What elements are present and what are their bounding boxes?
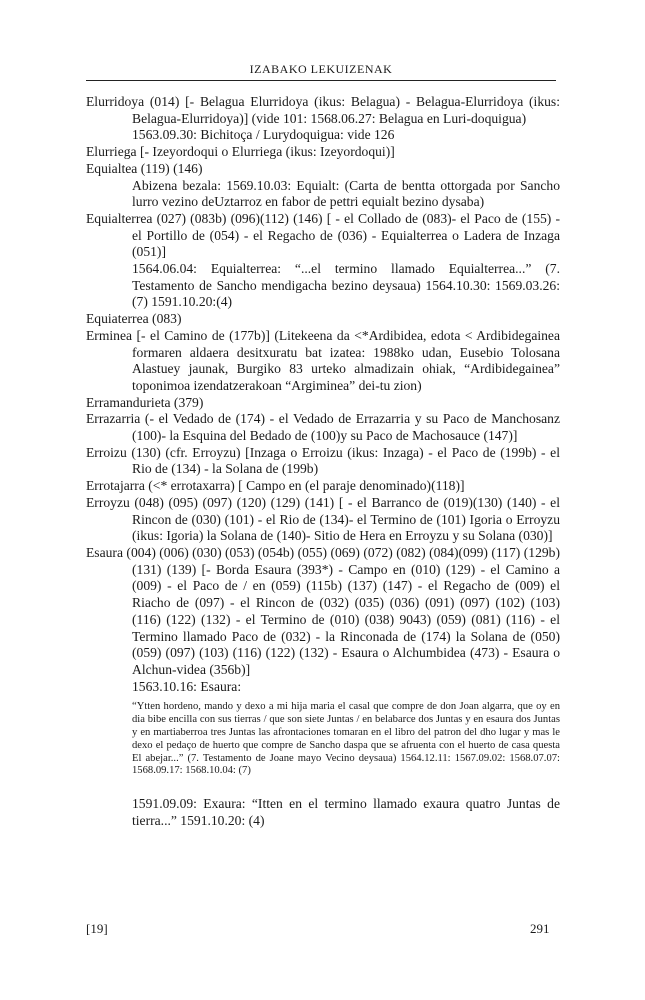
entry-esaura: Esaura (004) (006) (030) (053) (054b) (055) (069) (072) (082) (084)(099) (117) (129b) (131) (139) [- Borda Esaura (393*) - Campo en (010) (129) - el Camino a (009) - el Paco de / en (059) (115b) (137) (147) - el Regacho de (009) el Riacho de (097) - el Rincon de (032) (035) (036) (091) (097) (102) (103) (116) (122) (132) - el Termino de (010) (038) 9043) (059) (081) (116) - el Termino llamado Paco de (032) - la Rinconada de (174) la Solana de (050) (059) (097) (103) (116) (122) (132) - Esaura o Alchumbidea (473) - Esaura o Alchun-videa (356b)] bbox=[86, 544, 560, 677]
entry-erroizu: Erroizu (130) (cfr. Erroyzu) [Inzaga o Erroizu (ikus: Inzaga) - el Paco de (199b) - el Rio de (134) - la Solana de (199b) bbox=[86, 444, 560, 477]
subentry-exaura-citation: 1591.09.09: Exaura: “Itten en el termino llamado exaura quatro Juntas de tierra...” 1591.10.20: (4) bbox=[132, 796, 560, 828]
entry-elurriega: Elurriega [- Izeyordoqui o Elurriega (ikus: Izeyordoqui)] bbox=[86, 144, 395, 160]
entry-erminea: Erminea [- el Camino de (177b)] (Litekeena da <*Ardibidea, edota < Ardibidegainea formaren aldaera desitxuratu bat izatea: 1988ko udan, Eusebio Tolosana Alastuey jaunak, Burgiko 83 urteko almadizain ohiak, “Ardibidegainea” toponimoa izendatzerakoan “Argiminea” dei-tu zion) bbox=[86, 327, 560, 393]
entry-equialterrea: Equialterrea (027) (083b) (096)(112) (146) [ - el Collado de (083)- el Paco de (155) - el Portillo de (054) - el Regacho de (036) - Equialterrea o Ladera de Inzaga (051)] bbox=[86, 210, 560, 260]
subentry-esaura-citation: 1563.10.16: Esaura: bbox=[132, 678, 242, 694]
subentry-equialterrea-citation: 1564.06.04: Equialterrea: “...el termino llamado Equialterrea...” (7. Testamento de Sancho mendigacha bezino deysaua) 1564.10.30: 1569.03.26: (7) 1591.10.20:(4) bbox=[132, 261, 560, 310]
entry-errotajarra: Errotajarra (<* errotaxarra) [ Campo en (el paraje denominado)(118)] bbox=[86, 478, 465, 494]
header-rule bbox=[86, 80, 556, 81]
entry-elurridoya: Elurridoya (014) [- Belagua Elurridoya (ikus: Belagua) - Belagua-Elurridoya (ikus: Belagua-Elurridoya)] (vide 101: 1568.06.27: Belagua en Luri-doquigua) bbox=[86, 94, 560, 126]
subentry-equialtea-citation: Abizena bezala: 1569.10.03: Equialt: (Carta de bentta ottorgada por Sancho lurro vezino deUztarroz en fabor de pettri equialt bezino dysaba) bbox=[132, 177, 560, 210]
running-header: IZABAKO LEKUIZENAK bbox=[249, 62, 393, 76]
entry-equiaterrea: Equiaterrea (083) bbox=[86, 311, 182, 327]
block-quote: “Ytten hordeno, mando y dexo a mi hija maria el casal que compre de don Joan algarra, que oy en dia bibe encilla con sus tierras / que son siete Juntas / en belabarce dos Juntas y en esaura dos Juntas y en martiaberroa tres Juntas las afrontaciones tomaran en el libro del patron del dho lugar y mas le dexo el pedaço de huerto que compre de Sancho daspa que se afruenta con el huerto de casa questa El abejar...” (7. Testamento de Joane mayo Vecino deysaua) 1564.12.11: 1567.09.02: 1568.07.07: 1568.09.17: 1568.10.04: (7) bbox=[132, 701, 560, 777]
subentry-elurridoya-citation: 1563.09.30: Bichitoça / Lurydoquigua: vide 126 bbox=[132, 127, 395, 143]
entry-erramandurieta: Erramandurieta (379) bbox=[86, 394, 204, 410]
page-number: 291 bbox=[530, 921, 550, 936]
entry-errazarria: Errazarria (- el Vedado de (174) - el Vedado de Errazarria y su Paco de Manchosanz (100)- la Esquina del Bedado de (100)y su Paco de Machosauce (147)] bbox=[86, 411, 560, 444]
entry-erroyzu: Erroyzu (048) (095) (097) (120) (129) (141) [ - el Barranco de (019)(130) (140) - el Rincon de (030) (101) - el Rio de (134)- el Termino de (101) Igoria o Erroyzu (ikus: Igoria) la Solana de (140)- Sitio de Hera en Erroyzu y su Solana (030)] bbox=[86, 494, 560, 544]
footer-section-number: [19] bbox=[86, 921, 108, 936]
page-body bbox=[86, 94, 560, 830]
entry-equialtea: Equialtea (119) (146) bbox=[86, 160, 203, 176]
